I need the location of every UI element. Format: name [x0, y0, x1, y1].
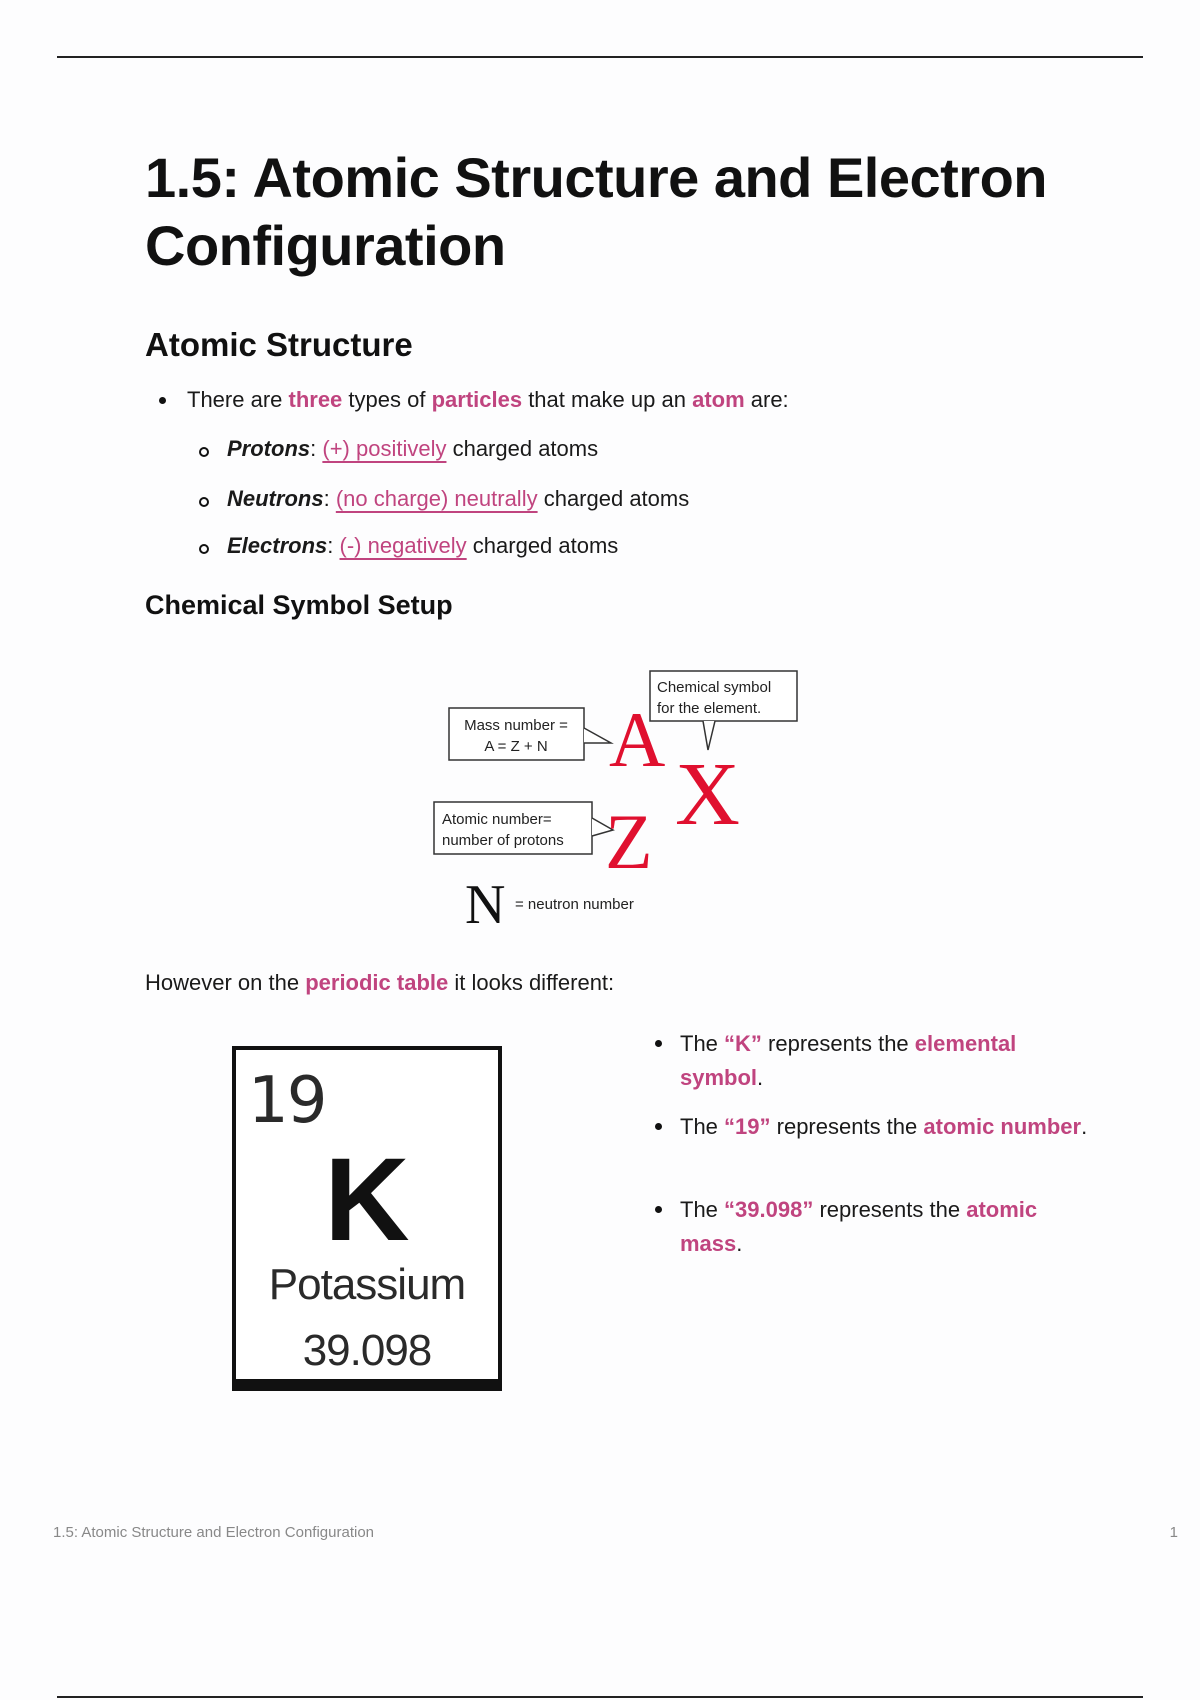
top-rule	[57, 56, 1143, 58]
tile-bullet-mass	[680, 1193, 1100, 1261]
letter-X: X	[675, 745, 740, 844]
sub-bullet	[199, 497, 209, 507]
mass-label-2: A = Z + N	[484, 738, 548, 755]
neutron-label: = neutron number	[515, 896, 634, 913]
chemical-symbol-diagram	[433, 668, 803, 928]
quote: “19”	[724, 1114, 771, 1139]
text: The	[680, 1031, 725, 1056]
text: .	[736, 1231, 743, 1256]
mass-number-pointer	[584, 728, 611, 743]
atomic-label-1: Atomic number=	[442, 811, 552, 828]
text: charged atoms	[537, 486, 690, 511]
letter-A: A	[609, 696, 666, 783]
highlight-periodic-table: periodic table	[305, 970, 449, 995]
atomic-label-2: number of protons	[442, 832, 564, 849]
text: The	[680, 1197, 725, 1222]
tile-bullet-19	[680, 1110, 1100, 1144]
bullet-dot	[159, 397, 166, 404]
particle-charge: (+) positively	[322, 436, 447, 461]
text: However on the	[145, 970, 306, 995]
footer-title: 1.5: Atomic Structure and Electron Configuration	[53, 1524, 375, 1541]
sub-bullet	[199, 544, 209, 554]
section-heading-chemical-symbol-setup: Chemical Symbol Setup	[145, 590, 453, 620]
colon: :	[327, 533, 334, 558]
quote: “39.098”	[724, 1197, 814, 1222]
letter-N: N	[465, 874, 506, 928]
bullet-dot	[655, 1206, 662, 1213]
colon: :	[323, 486, 330, 511]
quote: “K”	[724, 1031, 762, 1056]
particle-electrons	[227, 533, 618, 559]
text: that make up an	[522, 387, 693, 412]
text: are:	[744, 387, 789, 412]
highlight-three: three	[288, 387, 343, 412]
symbol-label-1: Chemical symbol	[657, 679, 772, 696]
text: represents the	[761, 1031, 915, 1056]
periodic-intro	[145, 970, 614, 996]
text: it looks different:	[448, 970, 615, 995]
page-title: 1.5: Atomic Structure and Electron Configuration	[145, 146, 1047, 277]
particle-name: Protons	[227, 436, 311, 461]
tile-symbol: K	[324, 1134, 410, 1266]
particle-protons	[227, 436, 598, 462]
text: The	[680, 1114, 725, 1139]
text: .	[757, 1065, 764, 1090]
particle-name: Electrons	[227, 533, 328, 558]
particle-charge: (-) negatively	[339, 533, 467, 558]
highlight: atomic mass	[680, 1197, 1038, 1256]
tile-name: Potassium	[268, 1260, 466, 1309]
intro-sentence	[187, 387, 789, 413]
particle-name: Neutrons	[227, 486, 324, 511]
text: charged atoms	[466, 533, 619, 558]
particle-neutrons	[227, 486, 689, 512]
bullet-dot	[655, 1123, 662, 1130]
bottom-rule	[57, 1696, 1143, 1698]
footer-page-number: 1	[1169, 1524, 1178, 1541]
highlight-atom: atom	[692, 387, 745, 412]
letter-Z: Z	[605, 798, 653, 885]
symbol-label-2: for the element.	[657, 700, 762, 717]
section-heading-atomic-structure: Atomic Structure	[145, 326, 413, 363]
tile-bullet-k	[680, 1027, 1100, 1095]
highlight-particles: particles	[431, 387, 523, 412]
particle-charge: (no charge) neutrally	[335, 486, 538, 511]
colon: :	[310, 436, 317, 461]
highlight: elemental symbol	[680, 1031, 1017, 1090]
highlight: atomic number	[923, 1114, 1082, 1139]
mass-label-1: Mass number =	[464, 717, 568, 734]
diagram-svg	[433, 668, 803, 928]
tile-mass: 39.098	[302, 1326, 432, 1375]
text: .	[1081, 1114, 1088, 1139]
tile-atomic-number: 19	[248, 1064, 326, 1138]
text: charged atoms	[446, 436, 599, 461]
periodic-tile-potassium	[232, 1046, 502, 1391]
text: types of	[342, 387, 432, 412]
sub-bullet	[199, 447, 209, 457]
text: There are	[187, 387, 289, 412]
text: represents the	[813, 1197, 967, 1222]
text: represents the	[770, 1114, 924, 1139]
bullet-dot	[655, 1040, 662, 1047]
